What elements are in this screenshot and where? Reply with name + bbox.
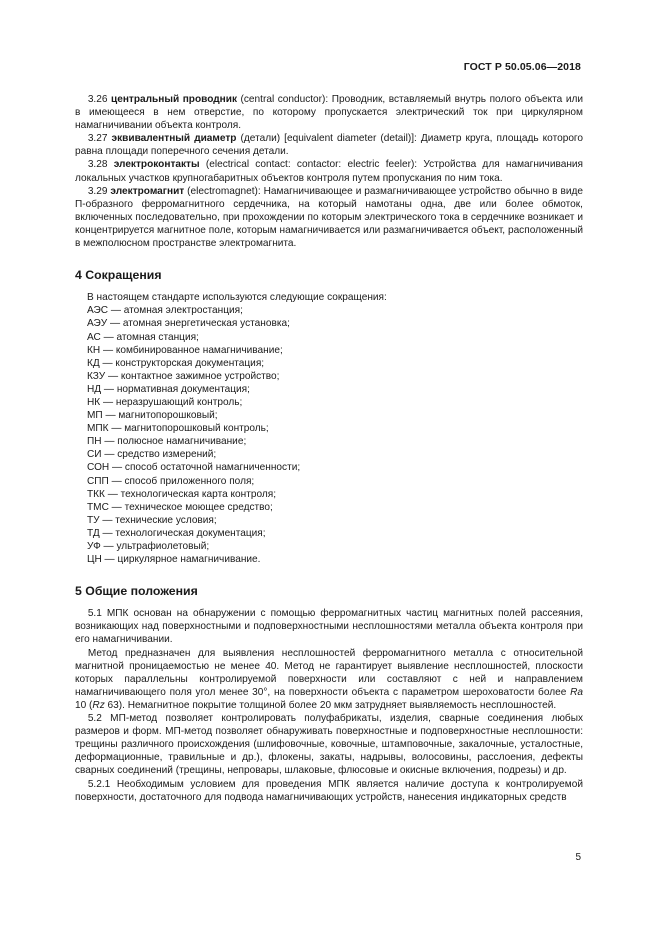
standard-header: ГОСТ Р 50.05.06—2018	[463, 61, 581, 73]
section-5-heading: 5 Общие положения	[75, 584, 198, 599]
abbreviations-list	[75, 304, 583, 566]
list-item: СОН — способ остаточной намагниченности;	[87, 462, 301, 474]
abbreviations-intro: В настоящем стандарте используются следующие сокращения:	[87, 292, 387, 304]
list-item: МПК — магнитопорошковый контроль;	[87, 423, 269, 435]
list-item: ТМС — техническое моющее средство;	[87, 501, 273, 513]
list-item: ТКК — технологическая карта контроля;	[87, 488, 276, 500]
list-item: АС — атомная станция;	[87, 331, 199, 343]
list-item: НК — неразрушающий контроль;	[87, 396, 243, 408]
paragraph-5-1-method: Метод предназначен для выявления несплошностей ферромагнитного металла с относительной магнитной проницаемостью не менее 40. Метод не гарантирует выявление несплошностей, плоскости которых параллельны контролируемой поверхности или составляют с ней и направлением намагничивающего поля угол менее 30°, на поверхности объекта с параметром шероховатости более Ra 10 (Rz 63). Немагнитное покрытие толщиной более 20 мкм затрудняет выявляемость несплошностей.	[75, 647, 583, 711]
section-4-heading: 4 Сокращения	[75, 268, 162, 283]
term-title: электромагнит	[110, 185, 185, 197]
list-item: ЦН — циркулярное намагничивание.	[87, 554, 261, 566]
term-3-27: 3.27 эквивалентный диаметр (детали) [equivalent diameter (detail)]: Диаметр круга, площадь которого равна площади поперечного сечения детали.	[75, 133, 584, 158]
list-item: КД — конструкторская документация;	[87, 357, 265, 369]
list-item: НД — нормативная документация;	[87, 383, 250, 395]
list-item: АЭС — атомная электростанция;	[87, 305, 243, 317]
list-item: ПН — полюсное намагничивание;	[87, 436, 247, 448]
list-item: ТУ — технические условия;	[87, 514, 217, 526]
page-content	[75, 93, 583, 804]
paragraph-5-2-1: 5.2.1 Необходимым условием для проведения МПК является наличие доступа к контролируемой поверхности, достаточного для подвода намагничивающих устройств, нанесения индикаторных средств	[75, 778, 583, 803]
term-title: центральный проводник	[111, 94, 237, 105]
list-item: МП — магнитопорошковый;	[87, 410, 218, 422]
term-3-29: 3.29 электромагнит (electromagnet): Намагничивающее и размагничивающее устройство обычно в виде П-образного ферромагнитного сердечника, на который намотаны одна, две или более обмоток, включенных последовательно, при прохождении по которым электрического тока в сердечнике возникает и концентрируется магнитное поле, которым намагничивается или размагничивается объект, расположенный в межполюсном пространстве электромагнита.	[75, 185, 583, 250]
term-3-26: 3.26 центральный проводник (central conductor): Проводник, вставляемый внутрь полого объекта или в имеющееся в нем отверстие, по которому пропускается электрический ток при циркулярном намагничивании объекта контроля.	[75, 94, 583, 132]
term-3-28: 3.28 электроконтакты (electrical contact: contactor: electric feeler): Устройства для намагничивания локальных участков крупногабаритных объектов контроля путем пропускания по ним тока.	[75, 159, 583, 184]
list-item: АЭУ — атомная энергетическая установка;	[87, 318, 290, 330]
paragraph-5-2: 5.2 МП-метод позволяет контролировать полуфабрикаты, изделия, сварные соединения любых размеров и форм. МП-метод позволяет обнаруживать поверхностные и подповерхностные несплошности: трещины различного происхождения (шлифовочные, ковочные, штамповочные, закалочные, усталостные, деформационные, травильные и др.), флокены, закаты, надрывы, волосовины, расслоения, дефекты сварных соединений (трещины, непровары, шлаковые, флюсовые и окисные включения, подрезы) и др.	[75, 713, 583, 777]
term-title: электроконтакты	[113, 159, 200, 171]
page-number: 5	[575, 852, 581, 863]
list-item: ТД — технологическая документация;	[87, 527, 266, 539]
term-title: эквивалентный диаметр	[111, 133, 237, 145]
list-item: КН — комбинированное намагничивание;	[87, 344, 283, 356]
list-item: СИ — средство измерений;	[87, 449, 217, 461]
paragraph-5-1: 5.1 МПК основан на обнаружении с помощью ферромагнитных частиц магнитных полей рассеяния, возникающих над поверхностными и подповерхностными несплошностями металла объекта контроля при его намагничивании.	[75, 608, 583, 646]
list-item: УФ — ультрафиолетовый;	[87, 541, 210, 552]
list-item: КЗУ — контактное зажимное устройство;	[87, 370, 280, 382]
list-item: СПП — способ приложенного поля;	[87, 475, 255, 487]
